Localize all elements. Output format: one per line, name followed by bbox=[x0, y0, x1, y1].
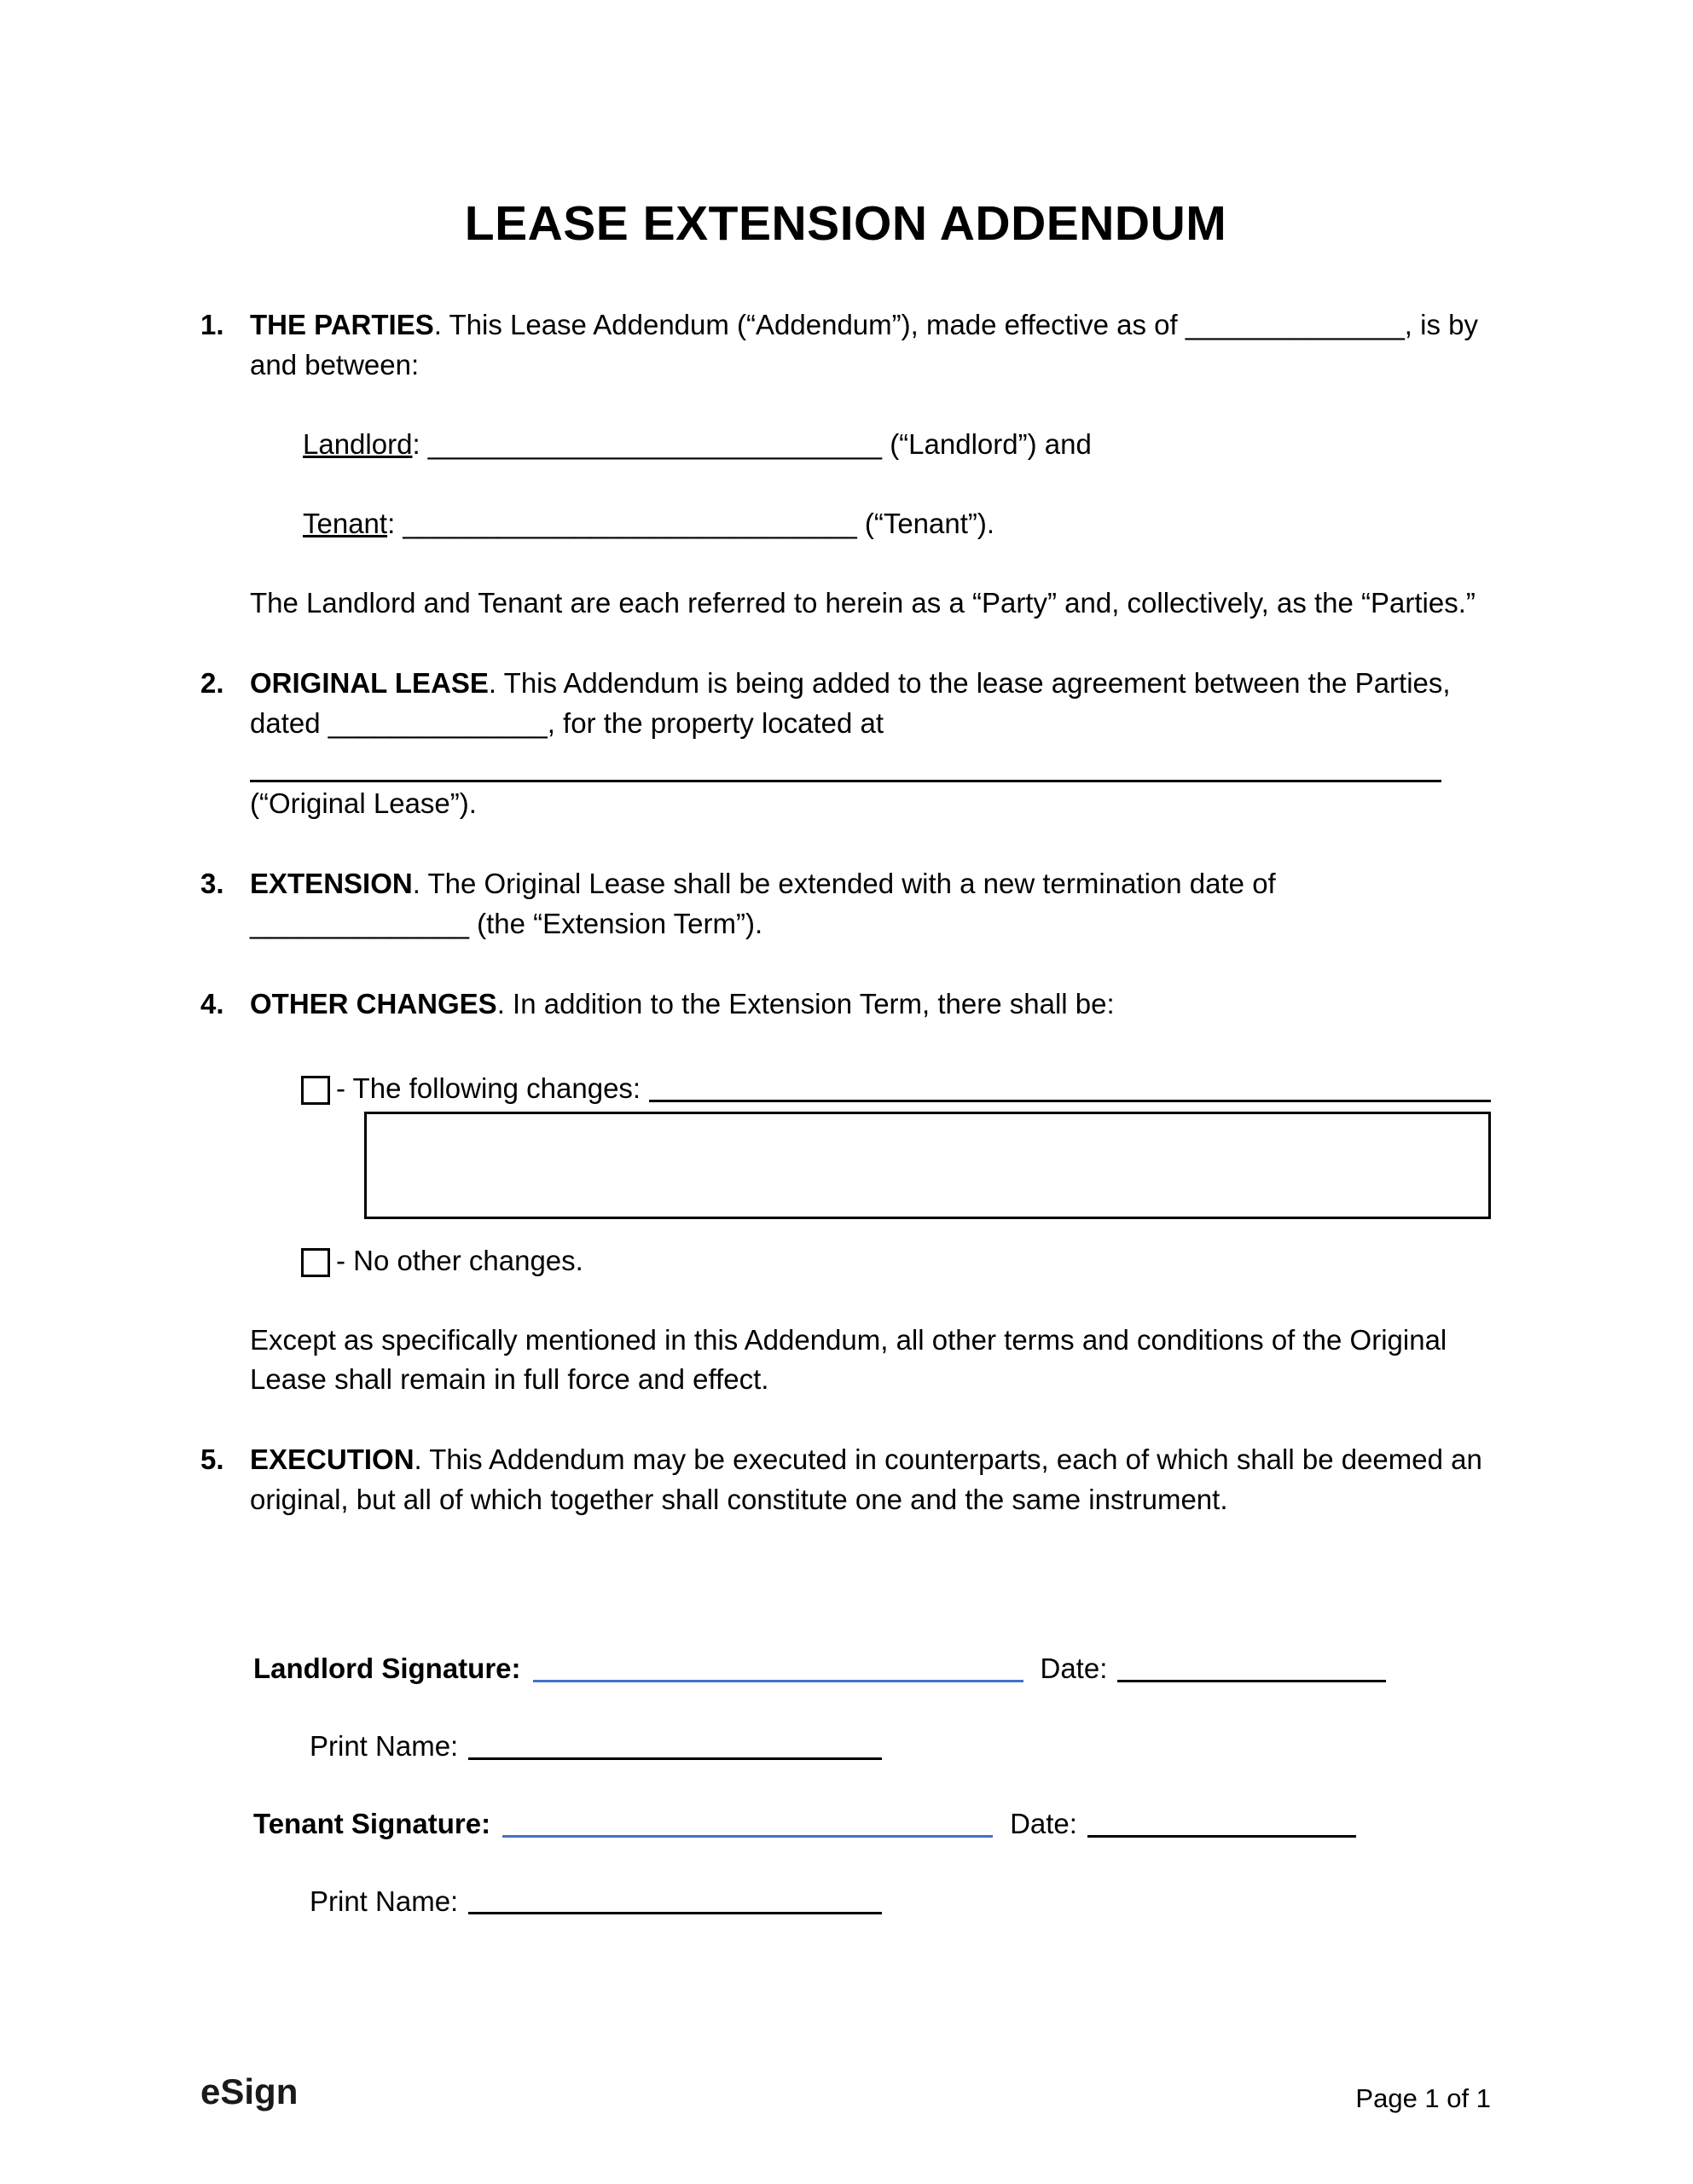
other-changes-text: . In addition to the Extension Term, there shall be: bbox=[496, 987, 1115, 1019]
section-5-number: 5. bbox=[200, 1443, 224, 1476]
landlord-print-name-row bbox=[310, 1727, 1491, 1767]
section-extension bbox=[200, 864, 1491, 944]
extension-text: . The Original Lease shall be extended with a new termination date of ______________ (the “Extension Term”). bbox=[250, 868, 1276, 940]
document-title: LEASE EXTENSION ADDENDUM bbox=[464, 196, 1227, 251]
landlord-label: Landlord bbox=[303, 428, 413, 461]
extension-body bbox=[250, 864, 1491, 944]
section-3-number: 3. bbox=[200, 868, 224, 900]
following-changes-option bbox=[301, 1069, 1491, 1109]
parties-closing: The Landlord and Tenant are each referred to herein as a “Party” and, collectively, as the “Parties.” bbox=[250, 586, 1476, 619]
other-changes-closing: Except as specifically mentioned in this Addendum, all other terms and conditions of the Original Lease shall remain in full force and effect. bbox=[250, 1323, 1447, 1396]
section-2-number: 2. bbox=[200, 666, 224, 699]
esign-logo: eSign bbox=[200, 2071, 299, 2112]
section-original-lease bbox=[200, 664, 1491, 825]
landlord-date-line[interactable] bbox=[1117, 1680, 1386, 1682]
landlord-print-name-label: Print Name: bbox=[310, 1729, 459, 1762]
landlord-date-label: Date: bbox=[1040, 1653, 1108, 1684]
tenant-blank: : _____________________________ (“Tenant”). bbox=[387, 507, 995, 539]
page-number-label: Page 1 of 1 bbox=[1355, 2082, 1491, 2113]
section-the-parties bbox=[200, 305, 1491, 623]
execution-body bbox=[250, 1440, 1491, 1520]
section-4-number: 4. bbox=[200, 987, 224, 1019]
other-changes-body bbox=[250, 985, 1491, 1025]
tenant-print-name-row bbox=[310, 1882, 1491, 1922]
landlord-signature-label: Landlord Signature: bbox=[253, 1653, 521, 1684]
tenant-label: Tenant bbox=[303, 507, 388, 539]
following-changes-checkbox[interactable] bbox=[301, 1076, 330, 1105]
parties-heading: THE PARTIES bbox=[250, 309, 434, 341]
page-footer bbox=[200, 2066, 1491, 2117]
tenant-print-name-line[interactable] bbox=[468, 1912, 882, 1914]
property-address-line[interactable] bbox=[250, 743, 1441, 782]
tenant-date-label: Date: bbox=[1010, 1807, 1077, 1839]
section-1-number: 1. bbox=[200, 309, 224, 341]
tenant-name-line bbox=[303, 504, 1491, 544]
tenant-signature-label: Tenant Signature: bbox=[253, 1807, 491, 1839]
following-changes-label: - The following changes: bbox=[336, 1072, 641, 1104]
execution-heading: EXECUTION bbox=[250, 1443, 415, 1476]
tenant-print-name-label: Print Name: bbox=[310, 1885, 459, 1917]
original-lease-tail: (“Original Lease”). bbox=[250, 787, 477, 820]
landlord-blank: : _____________________________ (“Landlord”) and bbox=[412, 428, 1092, 461]
parties-intro bbox=[250, 305, 1491, 386]
no-other-changes-option bbox=[301, 1241, 1491, 1281]
landlord-signature-line[interactable] bbox=[533, 1680, 1023, 1682]
tenant-date-line[interactable] bbox=[1087, 1835, 1356, 1838]
following-changes-line[interactable] bbox=[649, 1100, 1491, 1102]
section-other-changes bbox=[200, 985, 1491, 1400]
other-changes-textbox[interactable] bbox=[364, 1112, 1491, 1219]
parties-intro-text: . This Lease Addendum (“Addendum”), made effective as of ______________, is by and between: bbox=[250, 309, 1478, 381]
landlord-signature-row bbox=[253, 1649, 1491, 1689]
signature-block bbox=[253, 1649, 1491, 1921]
landlord-print-name-line[interactable] bbox=[468, 1757, 882, 1760]
tenant-signature-line[interactable] bbox=[502, 1835, 993, 1838]
no-other-changes-label: - No other changes. bbox=[336, 1244, 583, 1276]
execution-text: . This Addendum may be executed in counterparts, each of which shall be deemed an original, but all of which together shall constitute one and the same instrument. bbox=[250, 1443, 1482, 1516]
landlord-name-line bbox=[303, 425, 1491, 465]
extension-heading: EXTENSION bbox=[250, 868, 413, 900]
section-execution bbox=[200, 1440, 1491, 1520]
original-lease-heading: ORIGINAL LEASE bbox=[250, 666, 489, 699]
no-other-changes-checkbox[interactable] bbox=[301, 1248, 330, 1277]
original-lease-text: . This Addendum is being added to the lease agreement between the Parties, dated ______________, for the property located at bbox=[250, 666, 1451, 739]
other-changes-heading: OTHER CHANGES bbox=[250, 987, 497, 1019]
tenant-signature-row bbox=[253, 1804, 1491, 1844]
original-lease-body bbox=[250, 664, 1491, 744]
